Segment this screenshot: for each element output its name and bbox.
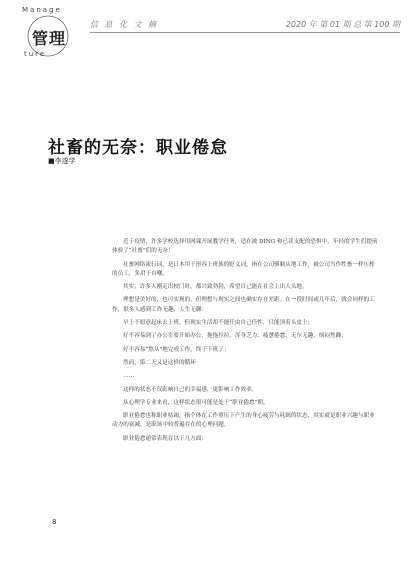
paragraph: 理想是美好的，也可实现的，但理想与现实之间也确实存在差距。在一段时间或几年后，就会同样的工作，很多人感到工作无趣、人生无聊： [112, 297, 375, 313]
article-body [112, 238, 380, 448]
header-rule [90, 32, 400, 33]
paragraph: 好不容易“熬从”地完成工作，终于下班了； [123, 346, 230, 353]
paragraph: 职业倦怠通常表现在以下几方面： [123, 435, 207, 442]
paragraph: 从心理学专业来看，这样状态很可能是处于“职业倦怠”期。 [123, 399, 269, 406]
paragraph: 好不容易到了办公室要开始办公，拖拖拉拉、浑身乏力、疲惫倦怠，无尔无趣、烦闷焦躁； [123, 333, 347, 340]
paragraph: 社畜网络流行词，是日本用于形容上班族的贬义词，指在公司驯顺从地工作，被公司当作牲畜一样压榨的员工，多用于自嘲。 [112, 261, 375, 277]
paragraph: 这样的状态不仅影响自己的幸福感，更影响工作效率。 [123, 386, 258, 393]
author-name: ■李遂学 [48, 157, 76, 165]
page-number: 8 [52, 518, 57, 526]
issue-info: 2020 年 第 01 期 总 第 100 期 [285, 20, 400, 29]
journal-name: 信 息 化 文 摘 [90, 20, 159, 29]
paragraph: …… [123, 373, 135, 380]
badge-title: 管理 [32, 29, 67, 48]
article-title: 社畜的无奈：职业倦怠 [48, 138, 228, 158]
paragraph: 然而，第二天又是这样的循环 [123, 359, 196, 366]
author-line [48, 156, 76, 166]
paragraph: 其实，许多人刚走出校门时，都兴致勃勃，希望自己能在社会上出人头地。 [123, 284, 308, 291]
paragraph: 职业倦怠也称职业枯竭，指个体在工作重压下产生的身心疲劳与耗竭的状态，其实就是职业兴趣与职业动力的衰减，是职场中较普遍存在的心理问题。 [112, 413, 375, 429]
paragraph: 近于疫情，许多学校选择用网课开展教学任务，适在被 DING 和已读支配的恐惧中，年轻的学生们提前体验了“社畜”们的无奈！ [112, 239, 378, 255]
badge-letters-top: Manage [22, 6, 62, 14]
paragraph: 早上不愿意起床去上班，但现实生活却不能任由自己任性，只能顶着头皮上； [123, 320, 314, 327]
badge-letters-bottom: ture [24, 50, 47, 58]
